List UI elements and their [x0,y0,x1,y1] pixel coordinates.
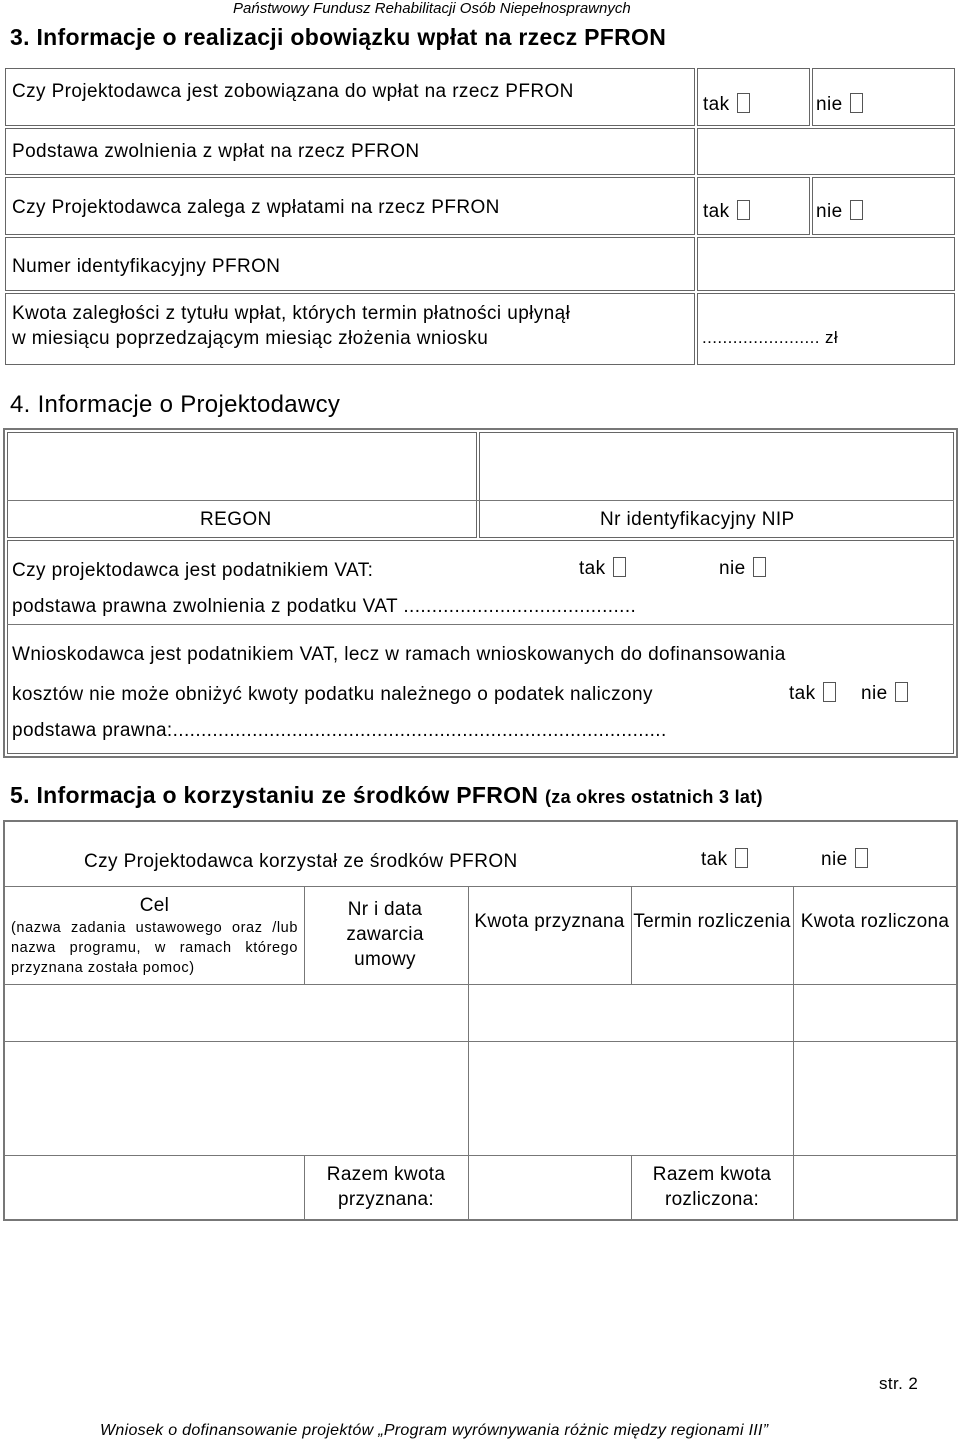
s5-row2-divider [5,1155,956,1156]
goal-note: (nazwa zadania ustawowego oraz /lub nazwa programu, w ramach którego przyznana została pomoc) [11,920,298,976]
yes-label: tak [579,558,606,579]
exemption-basis-label: Podstawa zwolnienia z wpłat na rzecz PFRON [12,141,420,162]
exemption-basis-value-cell[interactable] [697,128,955,175]
arrears-no-checkbox[interactable] [850,200,863,220]
vat-divider [7,624,954,625]
s5-total-divider-2 [631,1155,632,1219]
obligated-no-checkbox[interactable] [850,93,863,113]
yes-label: tak [701,849,728,870]
vat-question: Czy projektodawca jest podatnikiem VAT: [12,560,374,581]
obligated-yes-checkbox[interactable] [737,93,750,113]
pfron-id-label: Numer identyfikacyjny PFRON [12,256,281,277]
granted-column-header: Kwota przyznana [474,911,625,932]
document-title-footer: Wniosek o dofinansowanie projektów „Program wyrównywania różnic między regionami III” [100,1422,769,1439]
settled-column-header: Kwota rozliczona [800,911,950,932]
obligated-question: Czy Projektodawca jest zobowiązana do wpłat na rzecz PFRON [12,81,574,102]
yes-label: tak [703,94,730,115]
legal-basis-field[interactable]: podstawa prawna:....................................................................................... [12,720,667,741]
regon-label: REGON [200,509,272,530]
total-granted-cell [304,1155,468,1219]
pfron-funds-question: Czy Projektodawca korzystał ze środków PFRON [84,851,518,872]
contract-column-header: Nr i data zawarcia umowy [346,899,424,970]
section5-title-main: 5. Informacja o korzystaniu ze środków PFRON [10,782,539,808]
s5-question-divider [5,886,956,887]
section5-title [10,782,763,809]
s5-col-divider-2 [468,886,469,1219]
yes-label: tak [703,201,730,222]
section5-frame [3,820,958,1221]
arrears-no-option[interactable] [816,200,863,223]
page-number: str. 2 [879,1374,919,1393]
no-label: nie [861,683,888,704]
arrears-yes-checkbox[interactable] [737,200,750,220]
funds-no-checkbox[interactable] [855,848,868,868]
goal-label: Cel [139,895,170,916]
obligated-no-option[interactable] [816,93,863,116]
deduct-no-checkbox[interactable] [895,682,908,702]
section5-title-suffix: (za okres ostatnich 3 lat) [544,787,763,807]
vat-yes-option[interactable] [579,557,626,580]
vat-yes-checkbox[interactable] [613,557,626,577]
total-granted-label: Razem kwota przyznana: [326,1164,446,1210]
total-settled-label: Razem kwota rozliczona: [652,1164,772,1210]
deduct-yes-checkbox[interactable] [823,682,836,702]
arrears-amount-value[interactable]: ....................... zł [702,328,839,347]
no-label: nie [816,201,843,222]
nip-label: Nr identyfikacyjny NIP [600,509,795,530]
arrears-amount-line1: Kwota zaległości z tytułu wpłat, których termin płatności upłynął [12,303,571,324]
deduct-no-option[interactable] [861,682,908,705]
arrears-question: Czy Projektodawca zalega z wpłatami na rzecz PFRON [12,197,500,218]
vat-deduction-line2: kosztów nie może obniżyć kwoty podatku należnego o podatek naliczony [12,684,653,705]
no-label: nie [816,94,843,115]
s5-total-divider-1 [304,1155,305,1219]
vat-deduction-line1: Wnioskodawca jest podatnikiem VAT, lecz w ramach wnioskowanych do dofinansowania [12,644,786,665]
s5-col-divider-1 [304,886,305,984]
s5-col-divider-3 [631,886,632,984]
regon-nip-divider [7,500,954,501]
s5-row1-divider [5,1041,956,1042]
vat-exemption-basis[interactable]: podstawa prawna zwolnienia z podatku VAT ......................................... [12,596,637,617]
yes-label: tak [789,683,816,704]
vat-no-checkbox[interactable] [753,557,766,577]
arrears-yes-option[interactable] [703,200,750,223]
deadline-column-header: Termin rozliczenia [633,911,791,932]
institution-header: Państwowy Fundusz Rehabilitacji Osób Niepełnosprawnych [233,0,631,17]
obligated-yes-option[interactable] [703,93,750,116]
goal-column-header [7,893,302,978]
section4-title: 4. Informacje o Projektodawcy [10,391,341,418]
pfron-id-value-cell[interactable] [697,237,955,291]
s5-header-divider [5,984,956,985]
arrears-amount-line2: w miesiącu poprzedzającym miesiąc złożenia wniosku [12,328,489,349]
section3-title: 3. Informacje o realizacji obowiązku wpłat na rzecz PFRON [10,24,667,50]
vat-no-option[interactable] [719,557,766,580]
deduct-yes-option[interactable] [789,682,836,705]
no-label: nie [719,558,746,579]
funds-yes-option[interactable] [701,848,748,871]
s5-col-divider-4 [793,886,794,1219]
funds-no-option[interactable] [821,848,868,871]
funds-yes-checkbox[interactable] [735,848,748,868]
no-label: nie [821,849,848,870]
